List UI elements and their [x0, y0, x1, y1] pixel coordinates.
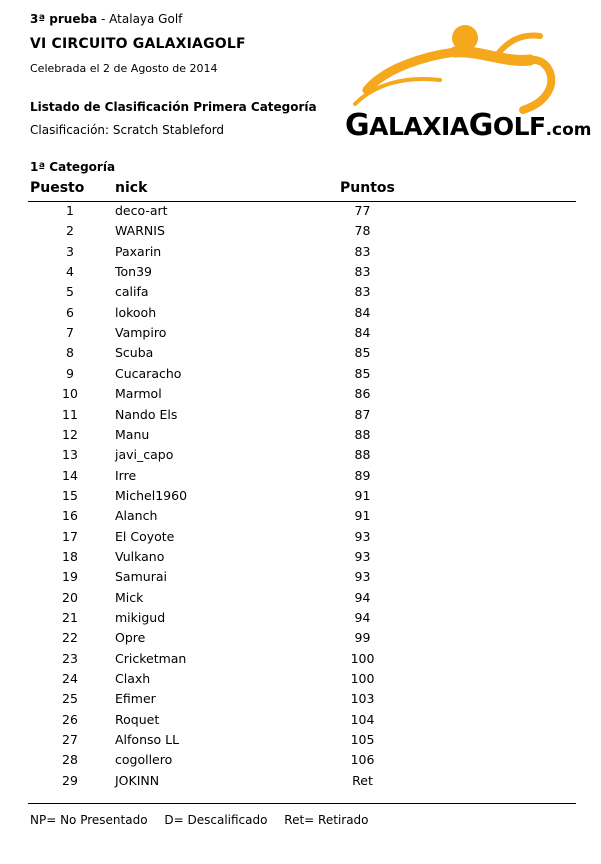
round-label: 3ª prueba — [30, 12, 98, 26]
row-position: 17 — [62, 528, 78, 544]
row-position: 9 — [66, 365, 74, 381]
category-label: 1ª Categoría — [30, 160, 116, 174]
row-points: 88 — [354, 426, 371, 442]
row-points: 85 — [354, 345, 371, 361]
row-points: 106 — [350, 752, 375, 768]
table-row — [0, 244, 601, 264]
table-row — [0, 691, 601, 711]
row-position: 20 — [62, 589, 78, 605]
table-row — [0, 610, 601, 630]
row-nick: Opre — [115, 630, 146, 646]
table-row — [0, 407, 601, 427]
row-nick: Cucaracho — [115, 365, 182, 381]
row-position: 15 — [62, 487, 78, 503]
legend-d: D= Descalificado — [164, 813, 268, 827]
row-nick: Claxh — [115, 671, 151, 687]
table-row — [0, 630, 601, 650]
row-position: 27 — [62, 732, 78, 748]
row-points: 83 — [354, 284, 371, 300]
row-nick: Michel1960 — [115, 487, 188, 503]
table-row — [0, 447, 601, 467]
row-position: 19 — [62, 569, 78, 585]
row-nick: Irre — [115, 467, 137, 483]
row-nick: deco-art — [115, 203, 168, 218]
row-points: Ret — [352, 772, 373, 788]
row-position: 29 — [62, 772, 78, 788]
table-row — [0, 732, 601, 752]
row-position: 2 — [66, 223, 74, 239]
row-position: 28 — [62, 752, 78, 768]
row-position: 14 — [62, 467, 78, 483]
row-position: 25 — [62, 691, 78, 707]
table-row — [0, 773, 601, 793]
row-points: 99 — [354, 630, 371, 646]
row-position: 3 — [66, 243, 74, 259]
row-position: 6 — [66, 304, 74, 320]
row-nick: califa — [115, 284, 149, 300]
row-position: 8 — [66, 345, 74, 361]
row-nick: Vampiro — [115, 325, 167, 341]
logo-dotcom: .com — [545, 120, 592, 140]
row-points: 100 — [350, 671, 375, 687]
row-position: 24 — [62, 671, 78, 687]
row-nick: Alfonso LL — [115, 732, 180, 748]
circuit-title: VI CIRCUITO GALAXIAGOLF — [30, 36, 246, 52]
row-nick: Samurai — [115, 569, 167, 585]
table-row — [0, 651, 601, 671]
row-points: 105 — [350, 732, 375, 748]
row-points: 91 — [354, 508, 371, 524]
row-points: 84 — [354, 325, 371, 341]
row-position: 11 — [62, 406, 78, 422]
galaxiagolf-logo — [345, 18, 592, 146]
table-row — [0, 345, 601, 365]
row-position: 13 — [62, 447, 78, 463]
row-position: 18 — [62, 548, 78, 564]
row-nick: Cricketman — [115, 650, 187, 666]
table-row — [0, 508, 601, 528]
row-nick: Scuba — [115, 345, 154, 361]
row-nick: Nando Els — [115, 406, 178, 422]
row-position: 26 — [62, 711, 78, 727]
row-position: 12 — [62, 426, 78, 442]
row-points: 78 — [354, 223, 371, 239]
column-header-puntos: Puntos — [340, 180, 395, 196]
table-row — [0, 712, 601, 732]
golfer-swing-icon — [345, 18, 580, 118]
table-row — [0, 325, 601, 345]
logo-olf: OLF — [492, 112, 546, 141]
row-nick: mikigud — [115, 610, 166, 625]
header-divider — [28, 201, 576, 202]
table-row — [0, 203, 601, 223]
table-row — [0, 549, 601, 569]
row-points: 93 — [354, 528, 371, 544]
legend-ret: Ret= Retirado — [284, 813, 369, 827]
legend — [30, 813, 382, 827]
row-points: 94 — [354, 589, 371, 605]
table-row — [0, 468, 601, 488]
row-nick: El Coyote — [115, 528, 175, 544]
column-header-puesto: Puesto — [30, 180, 85, 196]
row-points: 89 — [354, 467, 371, 483]
row-points: 83 — [354, 264, 371, 280]
table-row — [0, 671, 601, 691]
table-row — [0, 284, 601, 304]
row-position: 16 — [62, 508, 78, 524]
classification-type: Clasificación: Scratch Stableford — [30, 123, 225, 137]
column-header-nick: nick — [115, 180, 148, 196]
row-points: 85 — [354, 365, 371, 381]
header-separator: - — [101, 12, 106, 26]
table-row — [0, 488, 601, 508]
row-nick: Alanch — [115, 508, 158, 524]
table-row — [0, 529, 601, 549]
row-position: 22 — [62, 630, 78, 646]
row-position: 7 — [66, 325, 74, 341]
row-nick: Vulkano — [115, 548, 165, 564]
row-position: 1 — [66, 203, 74, 218]
row-points: 94 — [354, 610, 371, 625]
row-points: 91 — [354, 487, 371, 503]
row-points: 83 — [354, 243, 371, 259]
row-nick: Efimer — [115, 691, 156, 707]
logo-wordmark — [345, 108, 592, 143]
row-points: 88 — [354, 447, 371, 463]
row-nick: Roquet — [115, 711, 160, 727]
table-row — [0, 590, 601, 610]
row-nick: javi_capo — [115, 447, 174, 463]
row-nick: Manu — [115, 426, 150, 442]
table-row — [0, 386, 601, 406]
row-position: 5 — [66, 284, 74, 300]
row-position: 23 — [62, 650, 78, 666]
table-row — [0, 752, 601, 772]
event-line — [30, 12, 182, 26]
row-nick: WARNIS — [115, 223, 165, 239]
table-row — [0, 427, 601, 447]
row-points: 103 — [350, 691, 375, 707]
row-position: 4 — [66, 264, 74, 280]
table-row — [0, 366, 601, 386]
row-points: 84 — [354, 304, 371, 320]
row-nick: Marmol — [115, 386, 162, 402]
row-position: 21 — [62, 610, 78, 625]
logo-g1: G — [345, 108, 370, 143]
listing-title: Listado de Clasificación Primera Categoría — [30, 100, 317, 114]
logo-g2: G — [468, 108, 493, 143]
row-points: 87 — [354, 406, 371, 422]
row-points: 86 — [354, 386, 371, 402]
row-nick: JOKINN — [115, 772, 160, 788]
row-points: 93 — [354, 569, 371, 585]
event-date: Celebrada el 2 de Agosto de 2014 — [30, 62, 218, 75]
table-row — [0, 569, 601, 589]
legend-np: NP= No Presentado — [30, 813, 148, 827]
table-row — [0, 264, 601, 284]
row-points: 93 — [354, 548, 371, 564]
venue-label: Atalaya Golf — [109, 12, 183, 26]
row-points: 77 — [354, 203, 371, 218]
row-nick: Mick — [115, 589, 144, 605]
row-nick: Paxarin — [115, 243, 162, 259]
row-points: 104 — [350, 711, 375, 727]
row-nick: lokooh — [115, 304, 157, 320]
row-nick: Ton39 — [115, 264, 152, 280]
logo-alaxia: ALAXIA — [369, 112, 469, 141]
table-row — [0, 223, 601, 243]
row-position: 10 — [62, 386, 78, 402]
table-row — [0, 305, 601, 325]
row-points: 100 — [350, 650, 375, 666]
footer-divider — [28, 803, 576, 804]
row-nick: cogollero — [115, 752, 173, 768]
